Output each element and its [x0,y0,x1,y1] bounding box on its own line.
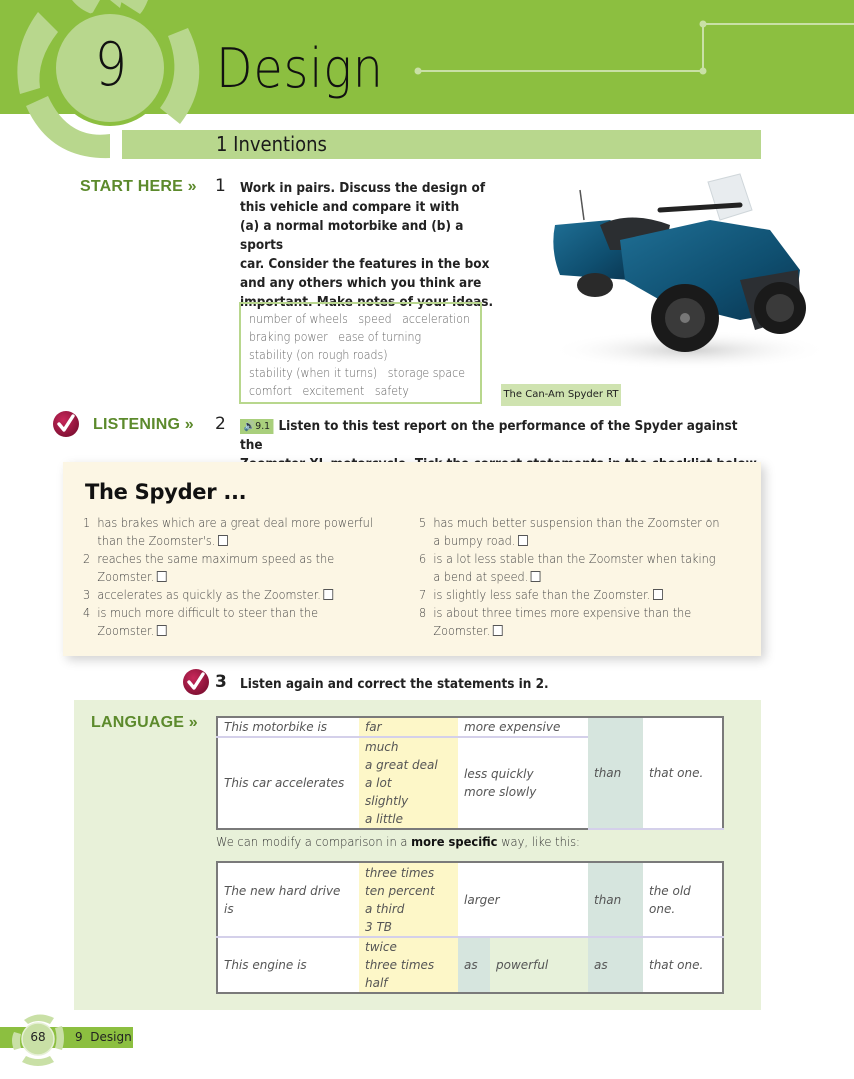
table-cell-adjective: powerful [490,937,588,993]
item-text: is slightly less safe than the Zoomster. [433,587,651,602]
item-number: 4 [83,605,91,620]
footer-chapter-label: 9 Design [75,1030,132,1044]
checkbox-item-3[interactable] [324,589,334,600]
checkbox-item-6[interactable] [531,571,541,582]
tick-icon [182,668,210,696]
feature-item: ease of turning [338,329,422,344]
table-row [217,937,723,993]
item-text: a bend at speed. [433,569,529,584]
checkbox-item-5[interactable] [518,535,528,546]
feature-line [249,364,465,382]
audio-track-number: 9.1 [255,421,271,432]
checkbox-item-1[interactable] [218,535,228,546]
checklist-item-8 [419,604,743,640]
speaker-icon: 🔊 [243,421,256,432]
item-number: 7 [419,587,427,602]
checklist-item-1 [83,514,407,550]
text: way, like this: [497,834,580,849]
item-text: is about three times more expensive than the [433,605,692,620]
table-cell-subject: This car accelerates [224,776,345,790]
modifier: a lot [365,776,392,790]
page-number: 68 [30,1030,46,1044]
table-cell-comparative: more expensive [458,717,588,737]
item-number: 6 [419,551,427,566]
table-cell-subject: This motorbike is [217,717,359,737]
checklist-item-7 [419,586,743,604]
item-text: Zoomster. [433,623,491,638]
item-number: 8 [419,605,427,620]
checkbox-item-7[interactable] [653,589,663,600]
image-caption: The Can-Am Spyder RT [501,384,621,406]
item-number: 2 [83,551,91,566]
feature-line [249,328,452,346]
instruction-line: this vehicle and compare it with [240,200,460,215]
checkbox-item-4[interactable] [157,625,167,636]
bold-text: more specific [411,834,498,849]
table-cell-than: than [588,717,643,829]
item-text: accelerates as quickly as the Zoomster. [97,587,321,602]
start-here-label: START HERE » [80,178,197,195]
table-cell-modifiers [359,737,458,829]
instruction-line [240,417,761,455]
tick-icon [52,410,80,438]
checkbox-item-8[interactable] [493,625,503,636]
item-text: Zoomster. [97,569,155,584]
section-title: 1 Inventions [216,132,327,156]
modifier: ten percent [365,883,435,898]
modifier: 3 TB [365,919,393,934]
instruction-line: Work in pairs. Discuss the design of [240,181,486,196]
table-cell-than: than [588,862,643,937]
exercise-1-number: 1 [215,176,226,196]
checklist-item-4 [83,604,407,640]
item-text: reaches the same maximum speed as the [97,551,335,566]
modifier: a third [365,901,405,916]
modify-explanation [216,834,580,849]
modifier: a great deal [365,758,438,772]
item-text: has much better suspension than the Zoomster on [433,515,720,530]
exercise-3-number: 3 [215,672,227,692]
item-text: than the Zoomster's. [97,533,216,548]
table-cell-object: that one. [649,958,704,972]
modifier: slightly [365,794,409,808]
instruction-line: and any others which you think are [240,276,482,291]
modifier: three times [365,865,435,880]
chapter-title: Design [216,37,384,100]
table-cell-object: the old one. [643,862,723,937]
features-box [239,302,482,404]
table-cell-object: that one. [643,717,723,829]
feature-item: comfort [249,383,292,398]
modifier: twice [365,940,397,954]
feature-item: acceleration [402,311,470,326]
comparison-table-2 [216,861,724,994]
feature-item: number of wheels [249,311,348,326]
checkbox-item-2[interactable] [157,571,167,582]
table-cell-as: as [458,937,490,993]
modifier: much [365,740,399,754]
checklist-right-column [419,514,779,640]
instruction-text: Listen to this test report on the performance of the Spyder against the [240,419,738,453]
audio-track-button[interactable] [240,419,274,434]
table-cell-subject: This engine is [224,958,307,972]
listening-label: LISTENING » [93,416,194,433]
checklist-item-5 [419,514,743,550]
table-row [217,717,723,737]
three-wheel-motorbike-photo [540,170,840,375]
instruction-line: (a) a normal motorbike and (b) a sports [240,219,464,253]
comparison-table-1 [216,716,724,830]
item-number: 3 [83,587,91,602]
table-cell-subject: The new hard drive is [217,862,359,937]
feature-item: speed [358,311,392,326]
exercise-1-instruction [240,179,500,312]
feature-line [249,382,452,400]
modifier: three times [365,958,435,972]
feature-item: braking power [249,329,328,344]
feature-line [249,310,470,328]
comparative: more slowly [464,785,537,799]
table-cell-modifiers [359,862,458,937]
checklist-title: The Spyder ... [85,480,247,504]
feature-line [249,346,452,364]
item-number: 5 [419,515,427,530]
checklist-item-6 [419,550,743,586]
table-cell-as: as [588,937,643,993]
feature-item: storage space [387,365,465,380]
item-text: is a lot less stable than the Zoomster when taking [433,551,716,566]
table-cell-comparatives [458,737,588,829]
item-text: is much more difficult to steer than the [97,605,319,620]
table-cell-modifier: far [359,717,458,737]
language-label: LANGUAGE » [91,714,198,731]
table-row [217,862,723,937]
instruction-line: car. Consider the features in the box [240,257,490,272]
spyder-checklist-box [63,462,761,656]
feature-item: safety [374,383,409,398]
checklist-item-2 [83,550,407,586]
exercise-2-number: 2 [215,414,226,434]
item-text: a bumpy road. [433,533,516,548]
chapter-number: 9 [94,30,126,100]
item-text: has brakes which are a great deal more powerful [97,515,373,530]
feature-item: excitement [302,383,365,398]
checklist-left-column [83,514,443,640]
table-cell-modifiers [359,937,458,993]
exercise-3-instruction: Listen again and correct the statements in 2. [240,677,549,692]
modifier: half [365,976,388,990]
feature-item: stability (when it turns) [249,365,378,380]
instruction-line: important. Make notes of your ideas. [240,295,494,310]
table-cell-comparative: larger [458,862,588,937]
checklist-item-3 [83,586,407,604]
text: We can modify a comparison in a [216,834,412,849]
comparative: less quickly [464,767,534,781]
modifier: a little [365,812,403,826]
item-text: Zoomster. [97,623,155,638]
feature-item: stability (on rough roads) [249,347,388,362]
item-number: 1 [83,515,91,530]
